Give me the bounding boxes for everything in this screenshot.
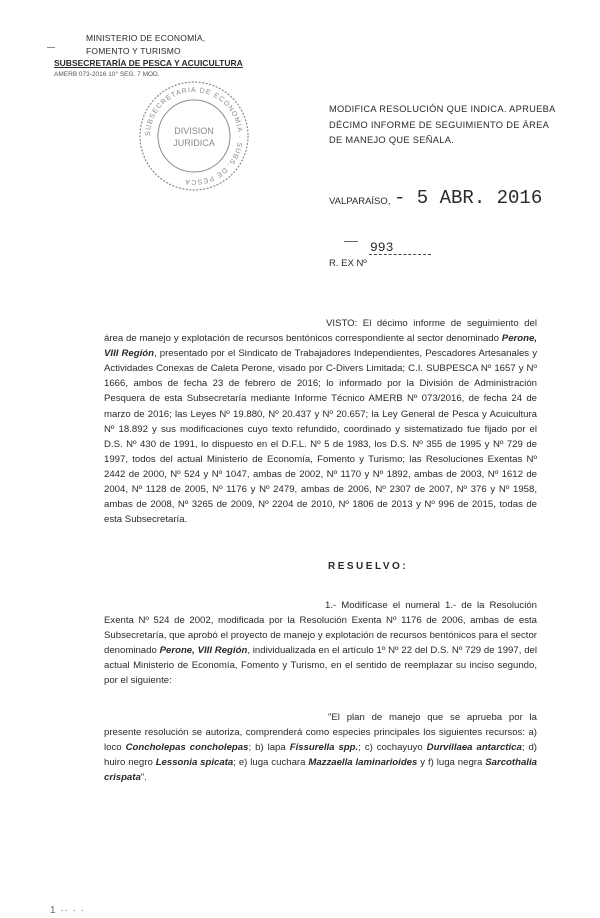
resolution-number-line [369,254,431,255]
quote-text: ; c) cochayuyo [358,742,427,754]
ministry-name-line1: MINISTERIO DE ECONOMÍA, [86,33,206,43]
quote-text: "El plan de manejo que se aprueba por la presente resolución se autoriza, comprenderá como especies principales los siguientes recursos: a) loco [104,712,537,754]
article-1-paragraph [104,598,537,689]
ministry-name-line2: FOMENTO Y TURISMO [86,46,181,56]
species-name: Lessonia spicata [155,757,234,769]
resolution-number: 993 [370,240,394,255]
date-stamp: - 5 ABR. 2016 [394,187,543,209]
file-reference: AMERB 073-2016 10° SEG. 7 MOD. [54,71,160,78]
resuelvo-heading: RESUELVO: [328,561,409,572]
species-name: Concholepas concholepas [125,742,249,754]
visto-text-1: El décimo informe de seguimiento del área de manejo y explotación de recursos bentónicos correspondiente al sector denominado [104,318,537,345]
quote-text: ; b) lapa [248,742,290,754]
article-1-text-2: , individualizada en el artículo 1º Nº 22 del D.S. Nº 729 de 1997, del actual Ministerio de Economía, Fomento y Turismo, en el sentido de reemplazar su inciso segundo, por el siguiente: [104,645,537,687]
division-juridica-stamp [134,76,254,196]
visto-lead: VISTO: [326,318,358,329]
species-name: Sarcothalia crispata [104,757,537,784]
svg-text:SUBSECRETARIA DE ECONOMIA · SU [145,87,243,185]
stamp-center-line1: DIVISION [174,126,214,136]
quote-text: ; d) huiro negro [104,742,537,769]
replacement-quote [104,710,537,785]
resolution-number-label: R. EX Nº [329,258,367,269]
quote-text: y f) luga negra [417,757,486,769]
footer-marks: 1 ·· · · [50,905,86,916]
resolution-subject: MODIFICA RESOLUCIÓN QUE INDICA. APRUEBA DÉCIMO INFORME DE SEGUIMIENTO DE ÁREA DE MANEJO QUE SEÑALA. [329,104,556,145]
number-mark [344,241,358,242]
article-1-text-1: 1.- Modifícase el numeral 1.- de la Resolución Exenta Nº 524 de 2002, modificada por la Resolución Exenta Nº 1176 de 2006, ambas de esta Subsecretaría, que aprobó el proyecto de manejo y explotación de recursos bentónicos para el sector denominado [104,600,537,657]
quote-text: ". [140,772,147,784]
article-1-sector: Perone, VIII Región [159,645,248,657]
stamp-ring-text: SUBSECRETARIA DE ECONOMIA · SUBS. DE PESCA [144,86,244,186]
species-name: Fissurella spp. [289,742,359,754]
visto-text-2: , presentado por el Sindicato de Trabajadores Independientes, Pescadores Artesanales y Actividades Conexas de Caleta Perone, visado por C-Divers Limitada; C.I. SUBPESCA Nº 1657 y Nº 1666, ambos de fecha 23 de febrero de 2016; lo informado por la División de Administración Pesquera de esta Subsecretaría mediante Informe Técnico AMERB Nº 073/2016, de fecha 24 de marzo de 2016; las Leyes Nº 19.880, Nº 20.437 y Nº 20.657; la Ley General de Pesca y Acuicultura Nº 18.892 y sus modificaciones cuyo texto refundido, coordinado y sistematizado fue fijado por el D.S. Nº 430 de 1991, lo dispuesto en el D.F.L. Nº 5 de 1983, los D.S. Nº 355 de 1995 y Nº 729 de 1997, todos del actual Ministerio de Economía, Fomento y Turismo; las Resoluciones Exentas Nº 2442 de 2000, Nº 524 y Nº 1047, ambas de 2002, Nº 1170 y Nº 1892, ambas de 2003, Nº 1612 de 2004, Nº 1128 de 2005, Nº 1176 y Nº 2479, ambas de 2006, Nº 2307 de 2007, Nº 376 y Nº 1958, ambas de 2008, Nº 3265 de 2009, Nº 2204 de 2010, Nº 1806 de 2013 y Nº 996 de 2015, todas de esta Subsecretaría. [104,348,538,526]
quote-text: ; e) luga cuchara [233,757,309,769]
species-name: Durvillaea antarctica [426,742,522,754]
visto-sector: Perone, VIII Región [104,333,537,360]
visto-paragraph [104,316,537,527]
species-name: Mazzaella laminarioides [308,757,418,769]
corner-mark [47,47,55,48]
subsecretaria-name: SUBSECRETARÍA DE PESCA Y ACUICULTURA [54,58,243,68]
place-label: VALPARAÍSO, [329,196,391,207]
stamp-center-line2: JURIDICA [173,138,215,148]
